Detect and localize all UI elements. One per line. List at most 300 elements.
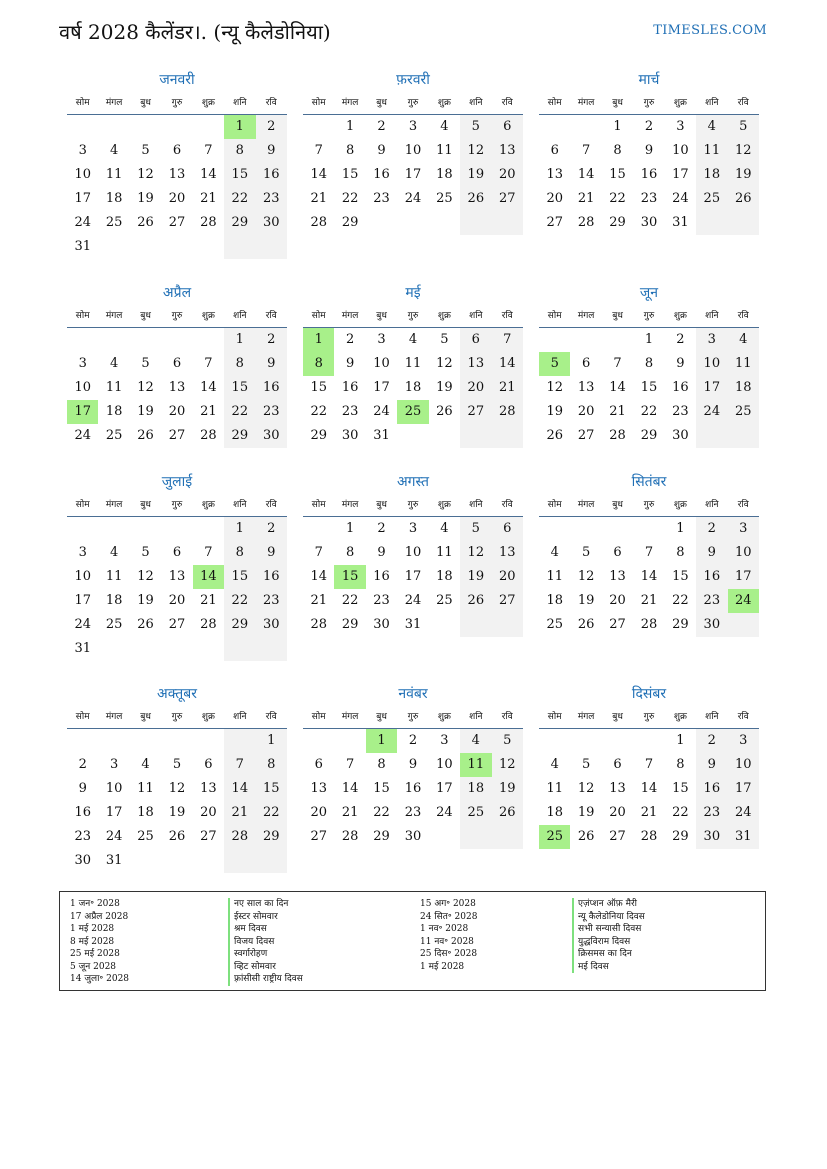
month-name: अगस्त	[396, 474, 429, 490]
day-cell: 20	[200, 805, 217, 820]
weekday-header: सोम	[539, 496, 570, 517]
day-cell: 25	[546, 617, 563, 632]
weekday-header: रवि	[728, 307, 759, 328]
empty-day-cell	[492, 825, 523, 849]
day-cell: 9	[256, 352, 287, 376]
weekday-header: बुध	[602, 708, 633, 729]
weekday-header: रवि	[728, 708, 759, 729]
day-cell: 9	[78, 781, 87, 796]
weekday-header: सोम	[67, 496, 98, 517]
day-cell: 24	[404, 593, 422, 608]
day-cell: 24	[74, 617, 91, 632]
weekday-header: मंगल	[570, 708, 601, 729]
day-cell: 9	[696, 753, 727, 777]
day-cell: 5	[460, 517, 491, 541]
day-cell: 10	[728, 541, 759, 565]
day-cell: 16	[256, 376, 287, 400]
empty-day-cell	[67, 115, 98, 139]
empty-day-cell	[98, 328, 129, 352]
month-days-grid	[303, 496, 523, 637]
day-cell: 8	[345, 545, 355, 560]
day-cell: 30	[672, 428, 689, 443]
day-cell: 15	[373, 781, 390, 796]
day-cell: 29	[224, 613, 255, 637]
day-cell: 20	[609, 805, 626, 820]
day-cell: 26	[137, 215, 154, 230]
day-cell: 5	[492, 729, 523, 753]
day-cell: 31	[728, 825, 759, 849]
day-cell: 7	[644, 757, 654, 772]
day-cell: 18	[460, 777, 491, 801]
day-cell: 16	[373, 569, 390, 584]
holiday-date: 1 मई 2028	[420, 961, 465, 972]
day-cell: 9	[696, 541, 727, 565]
day-cell: 8	[303, 352, 334, 376]
day-cell: 15	[334, 565, 365, 589]
day-cell: 1	[224, 115, 255, 139]
day-cell: 12	[168, 781, 186, 796]
month-days-grid	[539, 496, 759, 637]
weekday-header: गुरु	[161, 708, 192, 729]
month-days-grid	[67, 708, 287, 873]
day-cell: 28	[224, 825, 255, 849]
day-cell: 30	[256, 613, 287, 637]
day-cell: 23	[256, 589, 287, 613]
day-cell: 6	[172, 356, 182, 371]
day-cell: 6	[492, 517, 523, 541]
day-cell: 26	[460, 589, 491, 613]
day-cell: 25	[696, 187, 727, 211]
day-cell: 26	[492, 801, 523, 825]
day-cell: 8	[676, 757, 685, 772]
month-name: फ़रवरी	[396, 72, 430, 88]
weekday-header: रवि	[492, 94, 523, 115]
day-cell: 6	[460, 328, 491, 352]
day-cell: 3	[408, 521, 418, 536]
day-cell: 11	[404, 356, 422, 371]
day-cell: 15	[256, 777, 287, 801]
month-days-grid	[303, 307, 523, 448]
day-cell: 18	[728, 376, 759, 400]
day-cell: 14	[310, 569, 327, 584]
day-cell: 8	[345, 143, 355, 158]
day-cell: 23	[640, 191, 658, 206]
day-cell: 8	[224, 139, 255, 163]
month-days-grid	[67, 496, 287, 661]
holiday-name: फ़्रांसीसी राष्ट्रीय दिवस	[228, 973, 303, 986]
day-cell: 28	[577, 215, 595, 230]
month-block	[67, 472, 287, 661]
empty-day-cell	[303, 115, 334, 139]
day-cell: 17	[373, 380, 390, 395]
weekday-header: शुक्र	[429, 708, 460, 729]
day-cell: 7	[644, 545, 654, 560]
weekday-header: शुक्र	[193, 307, 224, 328]
empty-day-cell	[602, 328, 633, 352]
day-cell: 4	[408, 332, 418, 347]
weekday-header: रवि	[256, 307, 287, 328]
empty-day-cell	[539, 729, 570, 753]
day-cell: 21	[310, 593, 327, 608]
empty-day-cell	[67, 517, 98, 541]
empty-day-cell	[397, 211, 428, 235]
weekday-header: गुरु	[633, 94, 664, 115]
day-cell: 3	[78, 545, 87, 560]
day-cell: 20	[168, 404, 186, 419]
day-cell: 22	[609, 191, 626, 206]
day-cell: 21	[609, 404, 626, 419]
day-cell: 8	[644, 356, 654, 371]
day-cell: 29	[672, 829, 689, 844]
day-cell: 14	[200, 167, 217, 182]
empty-day-cell	[161, 729, 192, 753]
weekday-header: बुध	[366, 708, 397, 729]
holiday-name: सभी सन्यासी दिवस	[572, 923, 645, 936]
weekday-header: बुध	[366, 94, 397, 115]
month-name: सितंबर	[631, 474, 667, 490]
empty-day-cell	[224, 637, 255, 661]
day-cell: 1	[256, 729, 287, 753]
day-cell: 28	[200, 617, 217, 632]
day-cell: 3	[696, 328, 727, 352]
weekday-header: गुरु	[161, 94, 192, 115]
day-cell: 4	[728, 328, 759, 352]
empty-day-cell	[161, 849, 192, 873]
holiday-date: 15 अग॰ 2028	[420, 899, 476, 909]
day-cell: 22	[341, 593, 359, 608]
weekday-header: सोम	[303, 307, 334, 328]
holiday-date: 5 जून 2028	[70, 961, 117, 972]
month-name: अप्रैल	[162, 285, 192, 301]
weekday-header: गुरु	[633, 496, 664, 517]
day-cell: 3	[676, 119, 685, 134]
day-cell: 20	[546, 191, 563, 206]
holiday-name: मई दिवस	[572, 961, 645, 974]
day-cell: 17	[105, 805, 123, 820]
day-cell: 16	[74, 805, 91, 820]
holiday-date: 1 जन॰ 2028	[70, 899, 120, 909]
day-cell: 29	[224, 424, 255, 448]
day-cell: 1	[224, 517, 255, 541]
month-days-grid	[67, 307, 287, 448]
day-cell: 10	[74, 380, 91, 395]
day-cell: 12	[137, 569, 154, 584]
weekday-header: गुरु	[633, 708, 664, 729]
weekday-header: शनि	[460, 496, 491, 517]
day-cell: 2	[345, 332, 355, 347]
day-cell: 20	[492, 565, 523, 589]
day-cell: 27	[546, 215, 563, 230]
day-cell: 7	[204, 143, 213, 158]
empty-day-cell	[492, 424, 523, 448]
month-block	[539, 70, 759, 235]
day-cell: 4	[696, 115, 727, 139]
day-cell: 1	[345, 521, 355, 536]
weekday-header: मंगल	[570, 94, 601, 115]
day-cell: 25	[105, 617, 123, 632]
holiday-date: 24 सित॰ 2028	[420, 911, 478, 922]
weekday-header: गुरु	[633, 307, 664, 328]
day-cell: 3	[78, 143, 87, 158]
empty-day-cell	[130, 637, 161, 661]
day-cell: 13	[168, 569, 186, 584]
day-cell: 4	[440, 119, 449, 134]
weekday-header: रवि	[256, 496, 287, 517]
empty-day-cell	[460, 211, 491, 235]
day-cell: 11	[105, 380, 123, 395]
empty-day-cell	[429, 211, 460, 235]
day-cell: 4	[460, 729, 491, 753]
day-cell: 15	[609, 167, 626, 182]
holiday-name: क्रिसमस का दिन	[572, 948, 645, 961]
empty-day-cell	[193, 849, 224, 873]
day-cell: 24	[436, 805, 453, 820]
day-cell: 18	[546, 805, 563, 820]
day-cell: 12	[577, 569, 595, 584]
month-block	[539, 684, 759, 849]
weekday-header: रवि	[256, 94, 287, 115]
day-cell: 29	[609, 215, 626, 230]
day-cell: 19	[168, 805, 186, 820]
month-days-grid	[303, 708, 523, 849]
day-cell: 13	[609, 569, 626, 584]
day-cell: 28	[200, 215, 217, 230]
holiday-date: 8 मई 2028	[70, 936, 115, 947]
day-cell: 23	[696, 801, 727, 825]
day-cell: 9	[676, 356, 685, 371]
month-block	[539, 283, 759, 448]
day-cell: 16	[256, 163, 287, 187]
day-cell: 5	[581, 757, 591, 772]
day-cell: 21	[640, 805, 658, 820]
month-block	[303, 684, 523, 849]
weekday-header: शुक्र	[429, 94, 460, 115]
day-cell: 15	[672, 781, 689, 796]
month-block	[303, 70, 523, 235]
day-cell: 31	[74, 641, 91, 656]
day-cell: 25	[728, 400, 759, 424]
empty-day-cell	[696, 211, 727, 235]
day-cell: 5	[539, 352, 570, 376]
month-block	[303, 472, 523, 637]
day-cell: 30	[256, 211, 287, 235]
legend-names-col-2	[572, 898, 645, 973]
day-cell: 8	[256, 753, 287, 777]
weekday-header: शुक्र	[665, 496, 696, 517]
empty-day-cell	[193, 235, 224, 259]
day-cell: 27	[577, 428, 595, 443]
day-cell: 28	[200, 428, 217, 443]
day-cell: 26	[436, 404, 453, 419]
empty-day-cell	[492, 211, 523, 235]
day-cell: 21	[341, 805, 359, 820]
day-cell: 21	[310, 191, 327, 206]
day-cell: 5	[581, 545, 591, 560]
day-cell: 20	[492, 163, 523, 187]
empty-day-cell	[161, 517, 192, 541]
day-cell: 28	[310, 215, 327, 230]
day-cell: 7	[345, 757, 355, 772]
day-cell: 1	[676, 521, 685, 536]
weekday-header: सोम	[539, 94, 570, 115]
weekday-header: मंगल	[98, 94, 129, 115]
day-cell: 21	[492, 376, 523, 400]
day-cell: 7	[613, 356, 622, 371]
weekday-header: सोम	[67, 307, 98, 328]
empty-day-cell	[130, 235, 161, 259]
weekday-header: रवि	[492, 496, 523, 517]
day-cell: 27	[492, 589, 523, 613]
holiday-date: 14 जुला॰ 2028	[70, 974, 130, 984]
day-cell: 15	[224, 163, 255, 187]
day-cell: 7	[204, 545, 213, 560]
day-cell: 2	[78, 757, 87, 772]
day-cell: 30	[640, 215, 658, 230]
day-cell: 13	[492, 541, 523, 565]
day-cell: 3	[109, 757, 119, 772]
day-cell: 26	[577, 829, 595, 844]
holiday-legend	[59, 891, 766, 991]
empty-day-cell	[570, 729, 601, 753]
day-cell: 21	[224, 801, 255, 825]
day-cell: 10	[728, 753, 759, 777]
day-cell: 16	[672, 380, 689, 395]
day-cell: 29	[341, 215, 359, 230]
day-cell: 10	[696, 352, 727, 376]
empty-day-cell	[539, 517, 570, 541]
empty-day-cell	[492, 613, 523, 637]
day-cell: 8	[224, 541, 255, 565]
day-cell: 22	[672, 593, 689, 608]
empty-day-cell	[224, 235, 255, 259]
day-cell: 29	[672, 617, 689, 632]
day-cell: 20	[460, 376, 491, 400]
day-cell: 17	[672, 167, 689, 182]
empty-day-cell	[696, 424, 727, 448]
day-cell: 26	[460, 187, 491, 211]
day-cell: 3	[78, 356, 87, 371]
month-days-grid	[67, 94, 287, 259]
day-cell: 16	[373, 167, 390, 182]
day-cell: 5	[460, 115, 491, 139]
day-cell: 5	[141, 356, 150, 371]
day-cell: 10	[436, 757, 453, 772]
weekday-header: शनि	[224, 496, 255, 517]
day-cell: 26	[546, 428, 563, 443]
day-cell: 23	[373, 191, 390, 206]
day-cell: 14	[224, 777, 255, 801]
day-cell: 22	[224, 187, 255, 211]
weekday-header: शनि	[696, 708, 727, 729]
day-cell: 2	[696, 729, 727, 753]
day-cell: 30	[373, 617, 390, 632]
day-cell: 18	[436, 167, 453, 182]
day-cell: 5	[172, 757, 182, 772]
day-cell: 6	[581, 356, 591, 371]
day-cell: 19	[492, 777, 523, 801]
weekday-header: सोम	[539, 307, 570, 328]
day-cell: 14	[640, 569, 658, 584]
day-cell: 4	[550, 757, 559, 772]
weekday-header: गुरु	[397, 708, 428, 729]
day-cell: 8	[676, 545, 685, 560]
day-cell: 23	[373, 593, 390, 608]
day-cell: 8	[377, 757, 386, 772]
day-cell: 30	[404, 829, 422, 844]
day-cell: 1	[345, 119, 355, 134]
day-cell: 29	[310, 428, 327, 443]
day-cell: 13	[310, 781, 327, 796]
day-cell: 14	[640, 781, 658, 796]
weekday-header: गुरु	[397, 496, 428, 517]
day-cell: 18	[696, 163, 727, 187]
day-cell: 19	[137, 593, 154, 608]
day-cell: 6	[613, 545, 622, 560]
weekday-header: शुक्र	[665, 94, 696, 115]
empty-day-cell	[460, 825, 491, 849]
month-name: जनवरी	[159, 72, 195, 88]
day-cell: 1	[224, 328, 255, 352]
site-link[interactable]: TIMESLES.COM	[653, 23, 767, 38]
day-cell: 19	[577, 593, 595, 608]
day-cell: 22	[224, 400, 255, 424]
day-cell: 12	[577, 781, 595, 796]
day-cell: 12	[460, 541, 491, 565]
day-cell: 18	[105, 593, 123, 608]
day-cell: 18	[105, 404, 123, 419]
weekday-header: मंगल	[98, 496, 129, 517]
day-cell: 2	[377, 521, 386, 536]
empty-day-cell	[224, 849, 255, 873]
day-cell: 27	[609, 617, 626, 632]
weekday-header: बुध	[130, 94, 161, 115]
day-cell: 3	[728, 729, 759, 753]
day-cell: 8	[224, 352, 255, 376]
empty-day-cell	[429, 424, 460, 448]
day-cell: 11	[546, 569, 563, 584]
weekday-header: शनि	[460, 708, 491, 729]
day-cell: 24	[74, 215, 91, 230]
day-cell: 14	[577, 167, 595, 182]
day-cell: 31	[373, 428, 390, 443]
day-cell: 13	[492, 139, 523, 163]
day-cell: 11	[436, 545, 453, 560]
weekday-header: शनि	[460, 94, 491, 115]
day-cell: 14	[200, 380, 217, 395]
day-cell: 18	[105, 191, 123, 206]
day-cell: 7	[314, 143, 323, 158]
day-cell: 27	[609, 829, 626, 844]
day-cell: 16	[404, 781, 422, 796]
day-cell: 29	[256, 825, 287, 849]
day-cell: 12	[460, 139, 491, 163]
day-cell: 19	[577, 805, 595, 820]
day-cell: 28	[310, 617, 327, 632]
day-cell: 25	[436, 191, 453, 206]
day-cell: 23	[672, 404, 689, 419]
month-name: मार्च	[638, 72, 660, 88]
day-cell: 19	[137, 404, 154, 419]
day-cell: 10	[74, 569, 91, 584]
day-cell: 18	[546, 593, 563, 608]
empty-day-cell	[256, 849, 287, 873]
day-cell: 13	[609, 781, 626, 796]
day-cell: 10	[74, 167, 91, 182]
day-cell: 19	[546, 404, 563, 419]
day-cell: 15	[640, 380, 658, 395]
weekday-header: गुरु	[161, 307, 192, 328]
day-cell: 6	[492, 115, 523, 139]
